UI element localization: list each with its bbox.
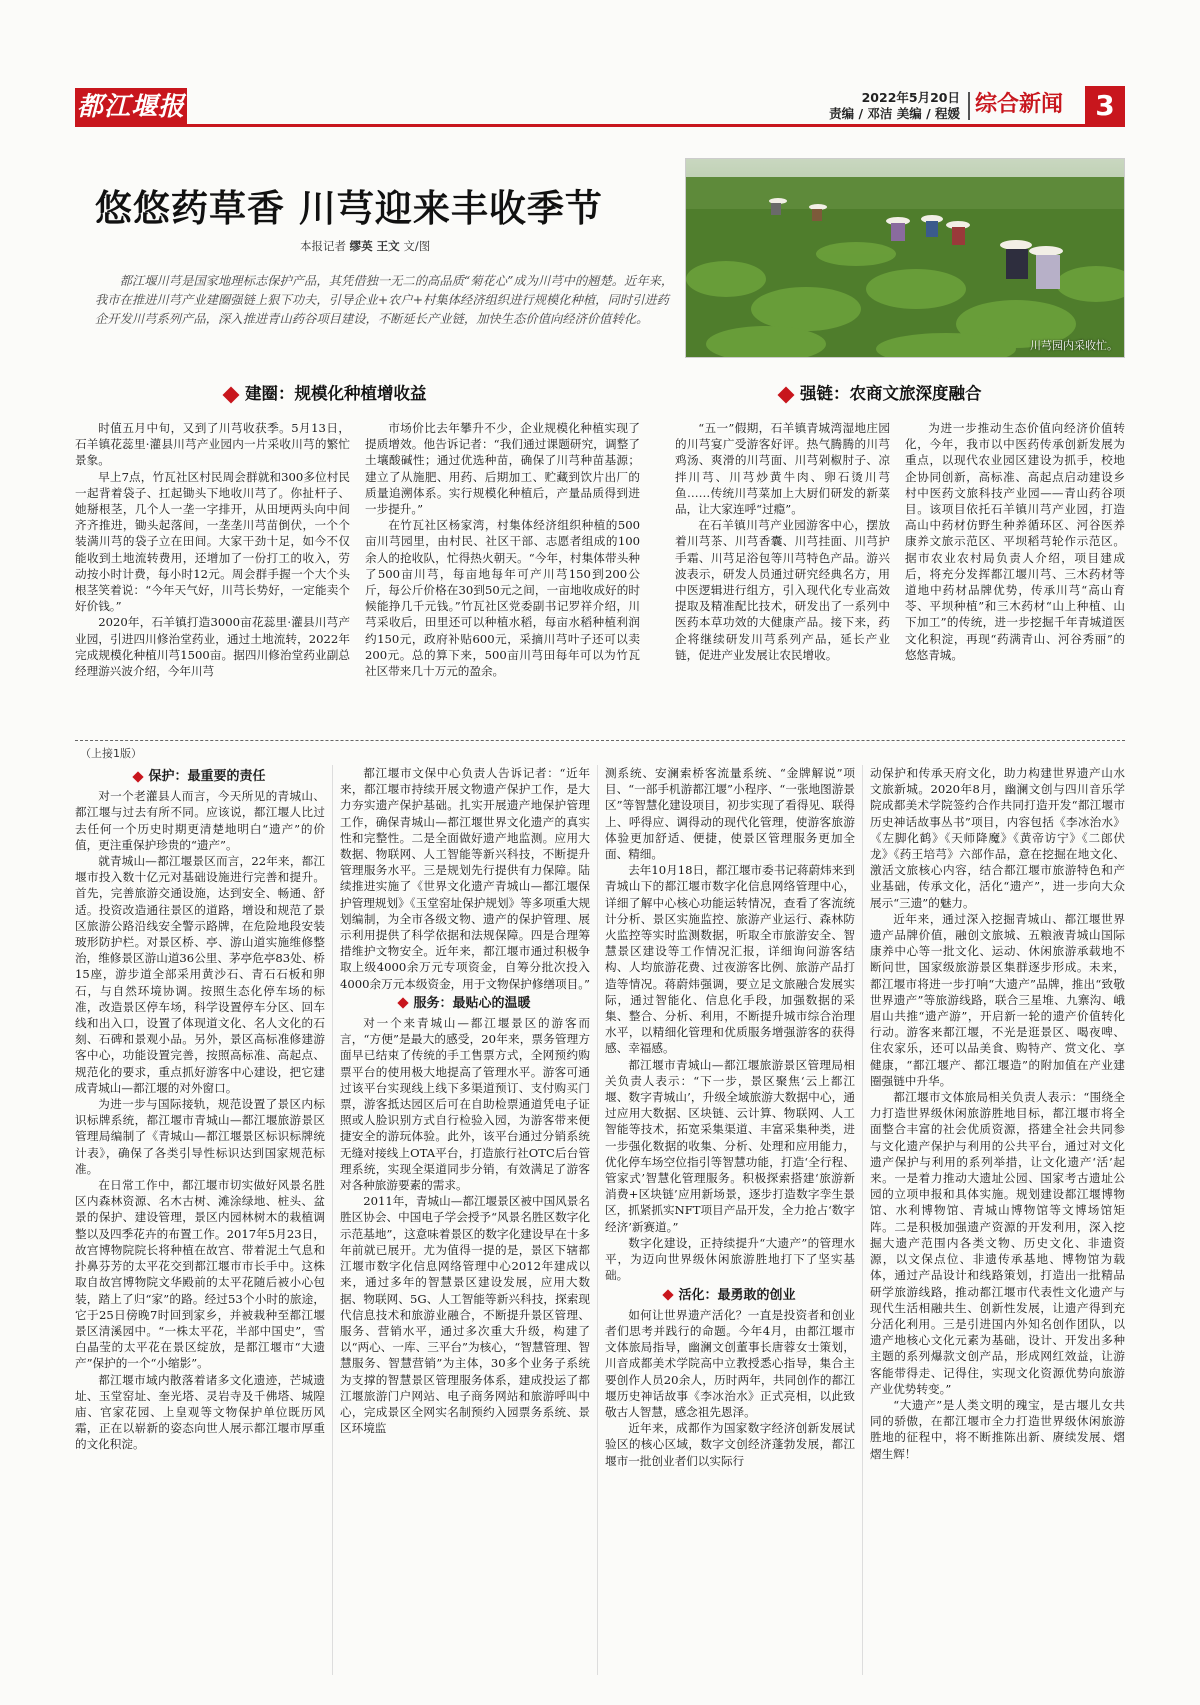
heading-service: [340, 996, 590, 1012]
heading-text: 活化：最勇敢的创业: [678, 1287, 796, 1303]
paragraph: 在日常工作中，都江堰市切实做好风景名胜区内森林资源、名木古树、滩涂绿地、桩头、盆景的保护、建设管理，景区内园林树木的栽植调整以及四季花卉的布置工作。2017年5月23日，故宫博物院院长将种植在故宫、带着泥土气息和扑鼻芬芳的太平花交到都江堰市市长手中。这株取自故宫博物院文华殿前的太平花随后被小心包装，踏上了归“家”的路。经过53个小时的旅途，它于25日傍晚7时回到家乡，并被栽种至都江堰景区清溪园中。“一株太平花，半部中国史”，雪白晶莹的太平花在景区绽放，是都江堰市“大遗产”保护的一个“小缩影”。: [75, 1178, 325, 1371]
paragraph: 在石羊镇川芎产业园游客中心，摆放着川芎茶、川芎香囊、川芎挂面、川芎护手霜、川芎足浴包等川芎特色产品。游兴波表示，研发人员通过研究经典名方，用中医逻辑进行组方，引入现代化专业高效提取及精准配比技术，研发出了一系列中医药本草功效的大健康产品。接下来，药企将继续研发川芎系列产品，延长产业链，促进产业发展让农民增收。: [675, 518, 890, 662]
paragraph: 2011年，青城山—都江堰景区被中国风景名胜区协会、中国电子学会授予“风景名胜区数字化示范基地”，这意味着景区的数字化建设早在十多年前就已展开。尤为值得一提的是，景区下辖都江堰市数字化信息网络管理中心2012年建成以来，通过多年的智慧景区建设发展，应用大数据、物联网、5G、人工智能等新兴科技，探索现代信息技术和旅游业融合，不断提升景区管理、服务、营销水平，通过多次重大升级，构建了以“两心、一库、三平台”为核心，“智慧管理、智慧服务、智慧营销”为主体，30多个业务子系统为支撑的智慧景区管理服务体系，建成投运了都江堰旅游门户网站、电子商务网站和旅游呼叫中心，完成景区全网实名制预约入园票务系统、景区环境监: [340, 1194, 590, 1436]
harvest-photo-image: [686, 159, 1125, 358]
masthead-logo: 都江堰报: [75, 88, 187, 126]
subhead-text: 强链：农商文旅深度融合: [800, 384, 982, 403]
paragraph: 都江堰市文保中心负责人告诉记者：“近年来，都江堰市持续开展文物遗产保护工作，是大力夯实遗产保护基础。扎实开展遗产地保护管理工作，确保青城山—都江堰世界文化遗产的真实性和完整性。二是全面做好遗产地监测。应用大数据、物联网、人工智能等新兴科技，不断提升管理服务水平。三是规划先行提供有力保障。陆续推进实施了《世界文化遗产青城山—都江堰保护管理规划》《玉堂窑址保护规划》等多项重大规划编制，为全市各级文物、遗产的保护管理、展示利用提供了科学依据和法规保障。四是合理筹措维护文物安全。近年来，都江堰市通过积极争取上级4000余万元专项资金，自筹分批次投入4000余万元本级资金，用于文物保护修缮项目。”: [340, 766, 590, 991]
diamond-icon: [778, 386, 795, 403]
harvest-photo: [685, 158, 1125, 358]
paragraph: 就青城山—都江堰景区而言，22年来，都江堰市投入数十亿元对基础设施进行完善和提升。首先，完善旅游交通设施，达到安全、畅通、舒适。投资改造通往景区的道路，增设和规范了景区旅游公路沿线安全警示路牌，在危险地段安装玻形防护栏。对景区桥、亭、游山道实施维修整治，维修景区游山道36公里、茅亭危亭83处、桥15座，游步道全部采用黄沙石、青石石板和卵石，与自然环境协调。按照生态化停车场的标准，改造景区停车场，科学设置停车分区、回车线和出入口，设置了体现道文化、名人文化的石刻、石碑和景观小品。另外，景区高标准修建游客中心，功能设置完善，按照高标准、高起点、规范化的要求，重点抓好游客中心建设，把它建成青城山—都江堰的对外窗口。: [75, 854, 325, 1095]
paragraph: 对一个来青城山—都江堰景区的游客而言，“方便”是最大的感受，20年来，票务管理方面早已结束了传统的手工售票方式，全网预约购票平台的使用极大地提高了管理水平。游客可通过该平台实现线上线下多渠道预订、支付购买门票，游客抵达园区后可在自助检票通道凭电子证照或人脸识别方式自行检验入园，为游客带来便捷安全的游玩体验。此外，该平台通过分销系统无缝对接线上OTA平台，打造旅行社OTC后台管理系统，实现全渠道同步分销，有效满足了游客对各种旅游要素的需求。: [340, 1016, 590, 1193]
paragraph: 测系统、安澜索桥客流量系统、“金牌解说”项目、“一部手机游都江堰”小程序、“一张地图游景区”等智慧化建设项目，初步实现了看得见、联得上、呼得应、调得动的现代化管理，使游客旅游体验更加舒适、便捷，使景区管理服务更加全面、精细。: [605, 766, 855, 862]
paragraph: 为进一步与国际接轨，规范设置了景区内标识标牌系统，都江堰市青城山—都江堰旅游景区管理局编制了《青城山—都江堰景区标识标牌统计表》，确保了各类引导性标识达到国家规范标准。: [75, 1097, 325, 1176]
paragraph: 对一个老灌县人而言，今天所见的青城山、都江堰与过去有所不同。应该说，都江堰人比过去任何一个历史时期更清楚地明白“遗产”的价值，更注重保护珍贵的“遗产”。: [75, 789, 325, 852]
page-number: 3: [1085, 86, 1125, 126]
heading-activation: [605, 1288, 855, 1304]
issue-meta: [800, 90, 960, 122]
paragraph: 为进一步推动生态价值向经济价值转化，今年，我市以中医药传承创新发展为重点，以现代农业园区建设为抓手，校地企协同创新，高标准、高起点启动建设乡村中医药文旅科技产业园——青山药谷项目。该项目依托石羊镇川芎产业园，打造高山中药材仿野生种养循环区、河谷医养康养文旅示范区、平坝稻芎轮作示范区。据市农业农村局负责人介绍，项目建成后，将充分发挥都江堰川芎、三木药材等道地中药材品牌优势，传承川芎“高山育苓、平坝种植”和三木药材“山上种植、山下加工”的传统，进一步挖掘千年青城道医文化积淀，再现“药满青山、河谷秀丽”的悠悠青城。: [905, 421, 1125, 662]
diamond-icon: [223, 386, 240, 403]
paragraph: 如何让世界遗产活化？一直是投资者和创业者们思考并践行的命题。今年4月，由都江堰市文体旅局指导，幽澜文创董事长唐蓉女士策划，川音成都美术学院高中立教授悉心指导，集合主要创作人员20余人，历时两年，共同创作的都江堰历史神话故事《李冰治水》正式亮相，以此致敬古人智慧，感念祖先恩泽。: [605, 1307, 855, 1419]
diamond-icon: [398, 998, 409, 1009]
continued-column-1: [75, 765, 325, 1675]
header-separator: [968, 92, 970, 120]
paragraph: 近年来，成都作为国家数字经济创新发展试验区的核心区域，数字文创经济蓬勃发展，都江堰市一批创业者们以实际行: [605, 1421, 855, 1468]
byline: [300, 238, 600, 254]
paragraph: 去年10月18日，都江堰市委书记蒋蔚炜来到青城山下的都江堰市数字化信息网络管理中心，详细了解中心核心功能运转情况，查看了客流统计分析、景区实施监控、旅游产业运行、森林防火监控等实时监测数据，听取全市旅游安全、智慧景区建设等工作情况汇报，详细询问游客结构、人均旅游花费、过夜游客比例、旅游产品打造等情况。蒋蔚炜强调，要立足文旅融合发展实际，通过智能化、信息化手段，加强数据的采集、整合、分析、利用，不断提升城市综合治理水平，以精细化管理和优质服务增强游客的获得感、幸福感。: [605, 863, 855, 1056]
column-rule: [332, 765, 333, 1675]
diamond-icon: [663, 1289, 674, 1300]
paragraph: 都江堰市文体旅局相关负责人表示：“围绕全力打造世界级休闲旅游胜地目标，都江堰市将全面整合丰富的社会优质资源，搭建全社会共同参与文化遗产保护与利用的公共平台，通过对文化遗产保护与利用的系列举措，让文化遗产‘活’起来。一是着力推动大遗址公园、国家考古遗址公园的立项申报和具体实施。规划建设都江堰博物馆、水利博物馆、青城山博物馆等文博场馆矩阵。二是积极加强遗产资源的开发利用，深入挖掘大遗产范围内各类文物、历史文化、非遗资源，以文保点位、非遗传承基地、博物馆为载体，通过产品设计和线路策划，打造出一批精品研学旅游线路，推动都江堰市代表性文化遗产与现代生活相融共生、创新性发展，让遗产得到充分活化利用。三是引进国内外知名创作团队，以遗产地核心文化元素为基础，设计、开发出多种主题的系列爆款文创产品，形成网红效益，让游客能带得走、记得住，实现文化资源优势向旅游产业优势转变。”: [870, 1090, 1125, 1396]
section-divider: [75, 740, 1125, 741]
paragraph: 都江堰市青城山—都江堰旅游景区管理局相关负责人表示：“下一步，景区聚焦‘云上都江堰、数字青城山’，升级全域旅游大数据中心，通过应用大数据、区块链、云计算、物联网、人工智能等技术，拓宽采集渠道、丰富采集种类，进一步强化数据的收集、分析、处理和应用能力，优化停车场空位指引等智慧功能，打造‘全行程、管家式’智慧化管理服务。积极探索搭建‘旅游新消费+区块链’应用新场景，逐步打造数字孪生景区，抓紧抓实NFT项目产品开发，全力抢占‘数字经济’新赛道。”: [605, 1057, 855, 1234]
paragraph: 2020年，石羊镇打造3000亩花蕊里·灌县川芎产业园，引进四川修治堂药业，通过土地流转，2022年完成规模化种植川芎1500亩。据四川修治堂药业副总经理游兴波介绍，今年川芎: [75, 615, 350, 679]
photo-caption: 川芎园内采收忙。: [1030, 339, 1118, 352]
paragraph: 在竹瓦社区杨家湾，村集体经济组织种植的500亩川芎园里，由村民、社区干部、志愿者组成的100余人的抢收队，忙得热火朝天。“今年，村集体带头种了500亩川芎，每亩地每年可产川芎150到200公斤，每公斤价格在30到50元之间，一亩地收成好的时候能挣几千元钱。”竹瓦社区党委副书记罗祥介绍，川芎采收后，田里还可以种植水稻，每亩水稻种植利润约150元，政府补贴600元，采摘川芎叶子还可以卖200元。总的算下来，500亩川芎田每年可以为竹瓦社区带来几十万元的盈余。: [365, 518, 640, 679]
paragraph: 动保护和传承天府文化，助力构建世界遗产山水文旅新城。2020年8月，幽澜文创与四川音乐学院成都美术学院签约合作共同打造开发“都江堰市历史神话故事丛书”项目，内容包括《李冰治水》《左脚化鹤》《天师降魔》《黄帝访宁》《二郎伏龙》《药王培芎》六部作品，意在挖掘在地文化、激活文旅核心内容，结合都江堰市旅游特色和产业基础，传承文化，活化“遗产”，进一步向大众展示“三遗”的魅力。: [870, 766, 1125, 910]
paragraph: “五一”假期，石羊镇青城湾湿地庄园的川芎宴广受游客好评。热气腾腾的川芎鸡汤、爽滑的川芎面、川芎剁椒肘子、凉拌川芎、川芎炒黄牛肉、卵石烫川芎鱼……传统川芎菜加上大厨们研发的新菜品，让大家连呼“过瘾”。: [675, 421, 890, 517]
article-column-2: [365, 420, 640, 730]
paragraph: 市场价比去年攀升不少，企业规模化种植实现了提质增效。他告诉记者：“我们通过课题研究，调整了土壤酸碱性；通过优选种苗，确保了川芎种苗基源；建立了从施肥、用药、后期加工、贮藏到饮片出厂的质量追溯体系。实行规模化种植后，产量品质得到进一步提升。”: [365, 421, 640, 517]
paragraph: 时值五月中旬，又到了川芎收获季。5月13日，石羊镇花蕊里·灌县川芎产业园内一片采收川芎的繁忙景象。: [75, 421, 350, 468]
issue-date: 2022年5月20日: [861, 90, 960, 105]
paragraph: “大遗产”是人类文明的瑰宝，是古堰儿女共同的骄傲，在都江堰市全力打造世界级休闲旅游胜地的征程中，将不断推陈出新、赓续发展、熠熠生辉！: [870, 1397, 1125, 1461]
paragraph: 早上7点，竹瓦社区村民周会群就和300多位村民一起背着袋子、扛起锄头下地收川芎了。你扯杆子、她掰根茎，几个人一垄一字排开，从田埂两头向中间齐齐推进，锄头起落间，一垄垄川芎苗倒伏，一个个装满川芎的袋子立在田间。大家干劲十足，如今不仅能收到土地流转费用，还增加了一份打工的收入，劳动按小时计费，每小时12元。周会群手握一个大个头根茎笑着说：“今年天气好，川芎长势好，一定能卖个好价钱。”: [75, 469, 350, 614]
continued-column-2: [340, 765, 590, 1675]
diamond-icon: [133, 771, 144, 782]
continued-column-4: [870, 765, 1125, 1675]
column-rule: [597, 765, 598, 1675]
paragraph: 都江堰市域内散落着诸多文化遗迹，芒城遗址、玉堂窑址、奎光塔、灵岩寺及千佛塔、城隍庙、官家花园、上皇观等文物保护单位既历风霜，正在以崭新的姿态向世人展示都江堰市厚重的文化积淀。: [75, 1372, 325, 1452]
lead-paragraph: 都江堰川芎是国家地理标志保护产品，其凭借独一无二的高品质“菊花心”成为川芎中的翘楚。近年来，我市在推进川芎产业建圈强链上狠下功夫，引导企业+农户+村集体经济组织进行规模化种植，同时引进药企开发川芎系列产品，深入推进青山药谷项目建设，不断延长产业链，加快生态价值向经济价值转化。: [95, 274, 674, 326]
article-column-4: [905, 420, 1125, 730]
subhead-strengthen-chain: [780, 380, 982, 404]
header-rule: [75, 124, 1125, 127]
column-rule: [862, 765, 863, 1675]
article-column-1: [75, 420, 350, 730]
byline-suffix: 文/图: [403, 239, 431, 253]
headline: 悠悠药草香 川芎迎来丰收季节: [95, 187, 603, 230]
byline-prefix: 本报记者: [300, 239, 346, 253]
byline-names: 缪英 王文: [349, 239, 400, 253]
article-column-3: [675, 420, 890, 730]
paragraph: 近年来，通过深入挖掘青城山、都江堰世界遗产品牌价值，融创文旅城、五粮液青城山国际康养中心等一批文化、运动、休闲旅游承载地不断问世，国家级旅游景区集群逐步形成。未来，都江堰市将进一步打响“大遗产”品牌，推出“致敬世界遗产”等旅游线路，联合三星堆、九寨沟、峨眉山共推“遗产游”，开启新一轮的遗产价值转化行动。游客来都江堰，不光是逛景区、喝夜啤、住农家乐，还可以品美食、购特产、赏文化、享健康，“都江堰产、都江堰造”的附加值在产业建圈强链中升华。: [870, 911, 1125, 1088]
heading-protection: [75, 769, 325, 785]
continued-column-3: [605, 765, 855, 1675]
section-title: 综合新闻: [975, 92, 1064, 117]
continued-label: （上接1版）: [80, 747, 142, 760]
heading-text: 服务：最贴心的温暖: [413, 995, 531, 1011]
paragraph: 数字化建设，正持续提升“大遗产”的管理水平，为迈向世界级休闲旅游胜地打下了坚实基础。: [605, 1235, 855, 1283]
heading-text: 保护：最重要的责任: [148, 769, 266, 784]
subhead-build-circle: [225, 380, 427, 404]
subhead-text: 建圈：规模化种植增收益: [245, 384, 427, 403]
editors-credit: 责编 / 邓洁 美编 / 程媛: [829, 106, 960, 121]
